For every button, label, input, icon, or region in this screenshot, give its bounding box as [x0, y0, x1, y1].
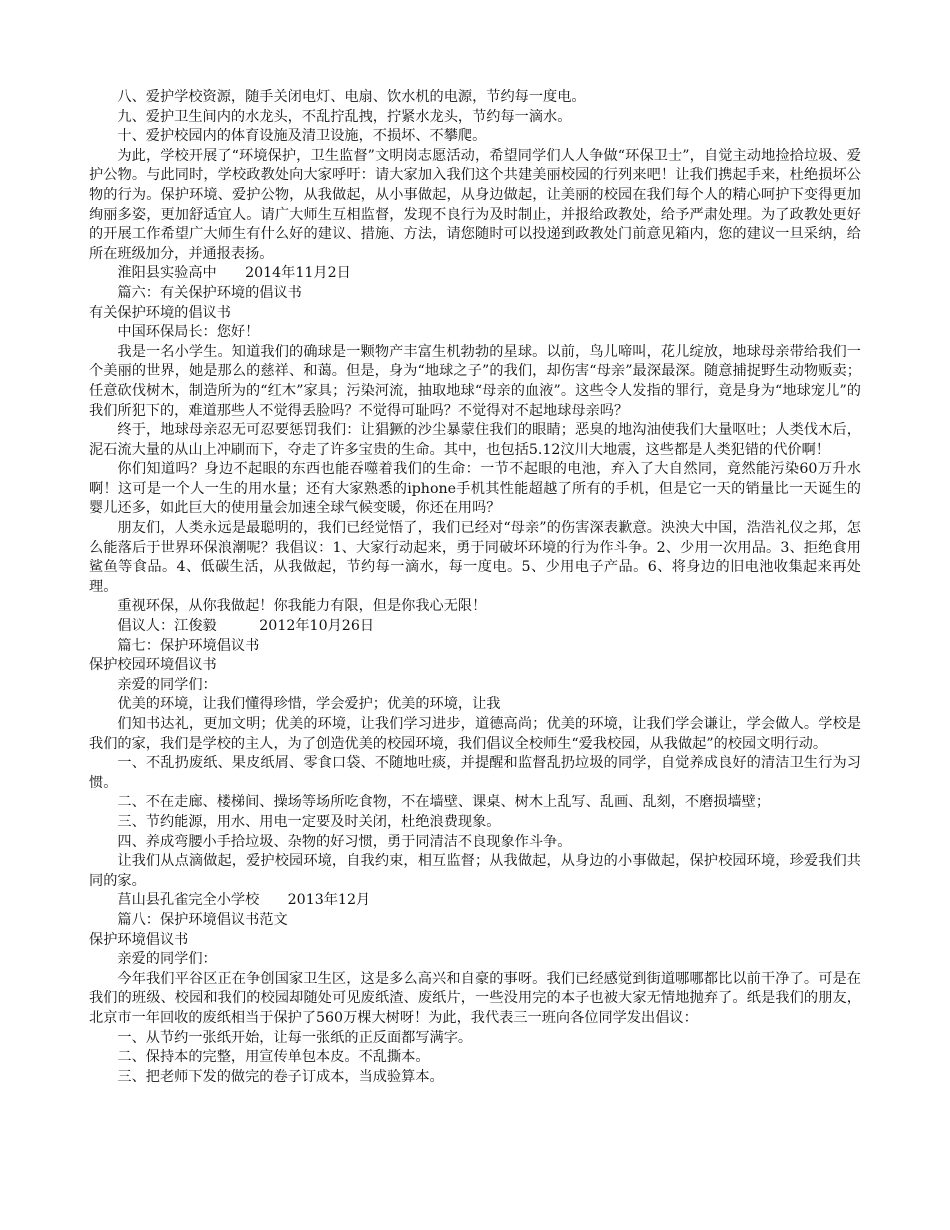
section-heading: 篇八：保护环境倡议书范文	[117, 911, 288, 928]
signature-line: 倡议人：江俊毅 2012年10月26日	[117, 618, 375, 635]
paragraph: 九、爱护卫生间内的水龙头，不乱拧乱拽，拧紧水龙头，节约每一滴水。	[117, 108, 572, 125]
paragraph: 八、爱护学校资源，随手关闭电灯、电扇、饮水机的电源，节约每一度电。	[117, 89, 586, 105]
salutation: 亲爱的同学们：	[117, 951, 217, 968]
paragraph: 们知书达礼，更加文明；优美的环境，让我们学习进步，道德高尚；优美的环境，让我们学会谦让，学会做人。学校是我们的家，我们是学校的主人，为了创造优美的校园环境，我们倡议全校师生“爱我校园，从我做起”的校园文明行动。	[89, 716, 861, 752]
paragraph: 二、不在走廊、楼梯间、操场等场所吃食物，不在墙壁、课桌、树木上乱写、乱画、乱刻，不磨损墙壁；	[117, 794, 771, 811]
section-heading: 篇七：保护环境倡议书	[117, 637, 260, 654]
salutation: 中国环保局长：您好！	[117, 324, 260, 341]
paragraph: 四、养成弯腰小手拾垃圾、杂物的好习惯，勇于同清洁不良现象作斗争。	[117, 833, 572, 850]
document-title: 保护环境倡议书	[89, 931, 189, 948]
paragraph: 朋友们，人类永远是最聪明的，我们已经觉悟了，我们已经对“母亲”的伤害深表歉意。泱泱大中国，浩浩礼仪之邦，怎么能落后于世界环保浪潮呢？我倡议：1、大家行动起来，勇于同破坏环境的行为作斗争。2、少用一次用品。3、拒绝食用鲨鱼等食品。4、低碳生活，从我做起，节约每一滴水，每一度电。5、少用电子产品。6、将身边的旧电池收集起来再处理。	[89, 520, 861, 595]
paragraph: 三、把老师下发的做完的卷子订成本，当成验算本。	[117, 1068, 444, 1085]
signature-line: 淮阳县实验高中 2014年11月2日	[117, 265, 351, 282]
document-title: 有关保护环境的倡议书	[89, 304, 231, 321]
paragraph: 为此，学校开展了“环境保护，卫生监督”文明岗志愿活动，希望同学们人人争做“环保卫士”，自觉主动地捡拾垃圾、爱护公物。与此同时，学校政教处向大家呼吁：请大家加入我们这个共建美丽校园的行列来吧！让我们携起手来，杜绝损坏公物的行为。保护环境、爱护公物，从我做起，从小事做起，从身边做起，让美丽的校园在我们每个人的精心呵护下变得更加绚丽多姿，更加舒适宜人。请广大师生互相监督，发现不良行为及时制止，并报给政教处，给予严肃处理。为了政教处更好的开展工作希望广大师生有什么好的建议、措施、方法，请您随时可以投递到政教处门前意见箱内，您的建议一旦采纳，给所在班级加分，并通报表扬。	[89, 147, 861, 262]
section-heading: 篇六：有关保护环境的倡议书	[117, 284, 302, 301]
signature-line: 莒山县孔雀完全小学校 2013年12月	[117, 892, 371, 909]
document-title: 保护校园环境倡议书	[89, 657, 217, 674]
paragraph: 我是一名小学生。知道我们的确球是一颗物产丰富生机勃勃的星球。以前，鸟儿啼叫，花儿绽放，地球母亲带给我们一个美丽的世界，她是那么的慈祥、和蔼。但是，身为“地球之子”的我们，却伤害“母亲”最深最深。随意捕捉野生动物贩卖；任意砍伐树木，制造所为的“红木”家具；污染河流，抽取地球“母亲的血液”。这些令人发指的罪行，竟是身为“地球宠儿”的我们所犯下的，难道那些人不觉得丢脸吗？不觉得可耻吗？不觉得对不起地球母亲吗？	[89, 343, 861, 419]
paragraph: 今年我们平谷区正在争创国家卫生区，这是多么高兴和自豪的事呀。我们已经感觉到街道哪哪都比以前干净了。可是在我们的班级、校园和我们的校园却随处可见废纸渣、废纸片，一些没用完的本子也被大家无情地抛弃了。纸是我们的朋友，北京市一年回收的废纸相当于保护了560万棵大树呀！为此，我代表三一班向各位同学发出倡议：	[89, 970, 861, 1026]
paragraph: 一、从节约一张纸开始，让每一张纸的正反面都写满字。	[117, 1029, 473, 1046]
paragraph: 优美的环境，让我们懂得珍惜，学会爱护；优美的环境，让我	[117, 696, 501, 713]
paragraph: 重视环保，从你我做起！你我能力有限，但是你我心无限！	[117, 598, 487, 615]
paragraph: 你们知道吗？身边不起眼的东西也能吞噬着我们的生命：一节不起眼的电池，弃入了大自然同，竟然能污染60万升水啊！这可是一个人一生的用水量；还有大家熟悉的iphone手机其性能超越了所有的手机，但是它一天的销量比一天诞生的婴儿还多，如此巨大的使用量会加速全球气候变暖，你还在用吗？	[89, 461, 861, 517]
paragraph: 让我们从点滴做起，爱护校园环境，自我约束，相互监督；从我做起，从身边的小事做起，保护校园环境，珍爱我们共同的家。	[89, 853, 861, 889]
paragraph: 三、节约能源，用水、用电一定要及时关闭，杜绝浪费现象。	[117, 813, 501, 830]
paragraph: 十、爱护校园内的体育设施及清卫设施，不损坏、不攀爬。	[117, 128, 487, 145]
paragraph: 终于，地球母亲忍无可忍要惩罚我们：让猖獗的沙尘暴蒙住我们的眼睛；恶臭的地沟油使我们大量呕吐；人类伐木后，泥石流大量的从山上冲刷而下，夺走了许多宝贵的生命。其中，也包括5.12汶川大地震，这些都是人类犯错的代价啊！	[89, 422, 861, 458]
document-body	[89, 88, 861, 1087]
salutation: 亲爱的同学们：	[117, 676, 217, 693]
paragraph: 一、不乱扔废纸、果皮纸屑、零食口袋、不随地吐痰，并提醒和监督乱扔垃圾的同学，自觉养成良好的清洁卫生行为习惯。	[89, 755, 861, 791]
paragraph: 二、保持本的完整，用宣传单包本皮。不乱撕本。	[117, 1049, 430, 1066]
